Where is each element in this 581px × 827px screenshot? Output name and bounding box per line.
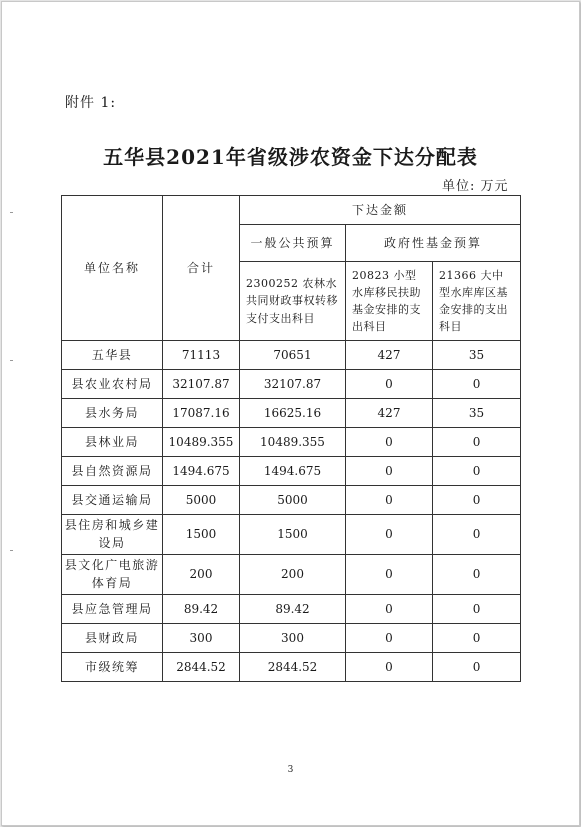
header-issued-amount: 下达金额 (240, 196, 521, 225)
row-unit-name: 县住房和城乡建设局 (62, 515, 163, 555)
row-small-reservoir: 0 (346, 653, 433, 682)
row-general: 89.42 (240, 595, 346, 624)
row-large-reservoir: 35 (433, 399, 521, 428)
row-large-reservoir: 0 (433, 624, 521, 653)
row-unit-name: 县文化广电旅游体育局 (62, 555, 163, 595)
row-general: 70651 (240, 341, 346, 370)
row-general: 32107.87 (240, 370, 346, 399)
row-small-reservoir: 0 (346, 595, 433, 624)
row-small-reservoir: 0 (346, 555, 433, 595)
row-unit-name: 县农业农村局 (62, 370, 163, 399)
page-number: 3 (287, 765, 294, 775)
row-unit-name: 县财政局 (62, 624, 163, 653)
row-general: 200 (240, 555, 346, 595)
row-unit-name: 县水务局 (62, 399, 163, 428)
header-total: 合计 (163, 196, 240, 341)
row-small-reservoir: 0 (346, 457, 433, 486)
table-row (62, 555, 521, 595)
row-large-reservoir: 0 (433, 457, 521, 486)
table-row (62, 624, 521, 653)
row-large-reservoir: 0 (433, 555, 521, 595)
table-row (62, 428, 521, 457)
row-small-reservoir: 0 (346, 370, 433, 399)
table-row (62, 341, 521, 370)
header-col-large-reservoir: 21366 大中型水库库区基金安排的支出科目 (433, 262, 521, 341)
unit-label: 单位: 万元 (442, 179, 509, 194)
scan-speck (10, 550, 13, 551)
row-total: 1494.675 (163, 457, 240, 486)
row-general: 16625.16 (240, 399, 346, 428)
row-unit-name: 县林业局 (62, 428, 163, 457)
row-large-reservoir: 0 (433, 428, 521, 457)
row-small-reservoir: 0 (346, 428, 433, 457)
row-large-reservoir: 35 (433, 341, 521, 370)
row-general: 5000 (240, 486, 346, 515)
row-large-reservoir: 0 (433, 486, 521, 515)
row-total: 32107.87 (163, 370, 240, 399)
table-row (62, 486, 521, 515)
row-total: 1500 (163, 515, 240, 555)
row-total: 10489.355 (163, 428, 240, 457)
row-small-reservoir: 427 (346, 341, 433, 370)
row-small-reservoir: 0 (346, 486, 433, 515)
row-total: 17087.16 (163, 399, 240, 428)
row-small-reservoir: 0 (346, 515, 433, 555)
row-general: 300 (240, 624, 346, 653)
table-row (62, 515, 521, 555)
scan-speck (10, 212, 13, 213)
row-total: 89.42 (163, 595, 240, 624)
row-unit-name: 市级统筹 (62, 653, 163, 682)
header-fund-budget: 政府性基金预算 (346, 225, 521, 262)
row-total: 300 (163, 624, 240, 653)
row-general: 1494.675 (240, 457, 346, 486)
page-title: 五华县2021年省级涉农资金下达分配表 (103, 145, 478, 169)
table-row (62, 653, 521, 682)
row-total: 200 (163, 555, 240, 595)
row-large-reservoir: 0 (433, 595, 521, 624)
row-unit-name: 县交通运输局 (62, 486, 163, 515)
attachment-label: 附件 1: (65, 95, 117, 111)
row-small-reservoir: 0 (346, 624, 433, 653)
row-unit-name: 县自然资源局 (62, 457, 163, 486)
document-page (1, 1, 580, 826)
row-total: 2844.52 (163, 653, 240, 682)
row-large-reservoir: 0 (433, 653, 521, 682)
table-row (62, 595, 521, 624)
row-unit-name: 县应急管理局 (62, 595, 163, 624)
row-general: 1500 (240, 515, 346, 555)
row-general: 2844.52 (240, 653, 346, 682)
header-unit-name: 单位名称 (62, 196, 163, 341)
table-row (62, 399, 521, 428)
row-total: 5000 (163, 486, 240, 515)
row-large-reservoir: 0 (433, 515, 521, 555)
row-small-reservoir: 427 (346, 399, 433, 428)
row-large-reservoir: 0 (433, 370, 521, 399)
allocation-table (61, 195, 521, 682)
scan-speck (10, 360, 13, 361)
header-general-budget: 一般公共预算 (240, 225, 346, 262)
row-total: 71113 (163, 341, 240, 370)
row-general: 10489.355 (240, 428, 346, 457)
table-row (62, 370, 521, 399)
header-col-general: 2300252 农林水共同财政事权转移支付支出科目 (240, 262, 346, 341)
header-col-small-reservoir: 20823 小型水库移民扶助基金安排的支出科目 (346, 262, 433, 341)
row-unit-name: 五华县 (62, 341, 163, 370)
table-row (62, 457, 521, 486)
